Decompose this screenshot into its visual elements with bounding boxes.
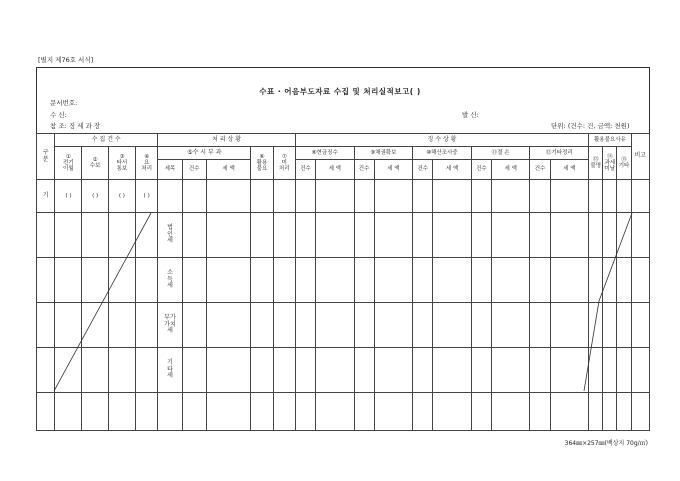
use-unneeded-col: ⑥ 활용 불요: [251, 147, 273, 180]
collection-count-header: 수 집 건 수: [55, 134, 158, 147]
carry-paren: ( ): [55, 180, 82, 213]
tax-type-other: 기 타 세: [158, 348, 182, 393]
gubun-header: 구 분: [37, 134, 55, 180]
remarks-header: 비고: [631, 134, 649, 180]
reason-untaxed-col: ⑭ 과세 미날: [603, 147, 617, 180]
recipient-field: 수 신:: [50, 111, 67, 119]
status-count-col: 건수: [354, 160, 374, 180]
status-other-header: ⑫기타정리: [530, 147, 589, 160]
reference-field: 참 조: 징 세 과 장: [50, 122, 101, 130]
form-number-label: [별지 제76호 서식]: [38, 56, 94, 64]
reason-other-col: ⑮ 기타: [617, 147, 631, 180]
unit-note: 단위: (건수: 건, 금액: 천원): [551, 122, 630, 130]
status-loss-header: ⑪결 손: [471, 147, 530, 160]
carry-paren: ( ): [136, 180, 158, 213]
carry-paren: ( ): [82, 180, 108, 213]
tax-type-vat: 부가 가치 세: [158, 303, 182, 348]
status-investigation-header: ⑩해산조사중: [413, 147, 472, 160]
status-cash-header: ⑧현금징수: [295, 147, 354, 160]
reason-unknown-col: ⑬ 불명: [589, 147, 603, 180]
document-number-field: 문서번호:: [50, 99, 78, 107]
paper-spec-footer: 364㎜×257㎜(백상지 70g/㎡): [564, 440, 648, 447]
tax-item-col: 세목: [158, 160, 182, 180]
carry-paren: ( ): [108, 180, 135, 213]
status-count-col: 건수: [413, 160, 433, 180]
status-amount-col: 세 액: [550, 160, 588, 180]
assessment-amount-col: 세 액: [206, 160, 250, 180]
processing-status-header: 처 리 상 황: [158, 134, 296, 147]
status-amount-col: 세 액: [492, 160, 530, 180]
unprocessed-col: ⑦ 미 처리: [273, 147, 295, 180]
report-table: [36, 133, 650, 431]
assessment-count-col: 건수: [182, 160, 206, 180]
status-amount-col: 세 액: [433, 160, 471, 180]
carryover-col: ① 전기 이월: [55, 147, 82, 180]
sender-field: 발 신:: [462, 111, 479, 119]
other-office-col: ③ 타서 통보: [108, 147, 135, 180]
tax-type-income: 소 득 세: [158, 258, 182, 303]
status-amount-col: 세 액: [374, 160, 412, 180]
status-count-col: 건수: [295, 160, 315, 180]
reasons-header: 활용불요사유: [589, 134, 632, 147]
to-process-col: ④ 요 처리: [136, 147, 158, 180]
status-bond-header: ⑨채권확보: [354, 147, 413, 160]
collection-status-header: 징 수 상 황: [295, 134, 588, 147]
report-title: 수표 · 어음부도자료 수집 및 처리실적보고( ): [259, 87, 421, 96]
tax-type-corporate: 법 인 세: [158, 213, 182, 258]
received-col: ② 수보: [82, 147, 108, 180]
status-amount-col: 세 액: [316, 160, 354, 180]
assessment-header: ⑤수 시 부 과: [158, 147, 251, 160]
status-count-col: 건수: [471, 160, 491, 180]
carry-label: 기: [37, 180, 55, 213]
status-count-col: 건수: [530, 160, 550, 180]
